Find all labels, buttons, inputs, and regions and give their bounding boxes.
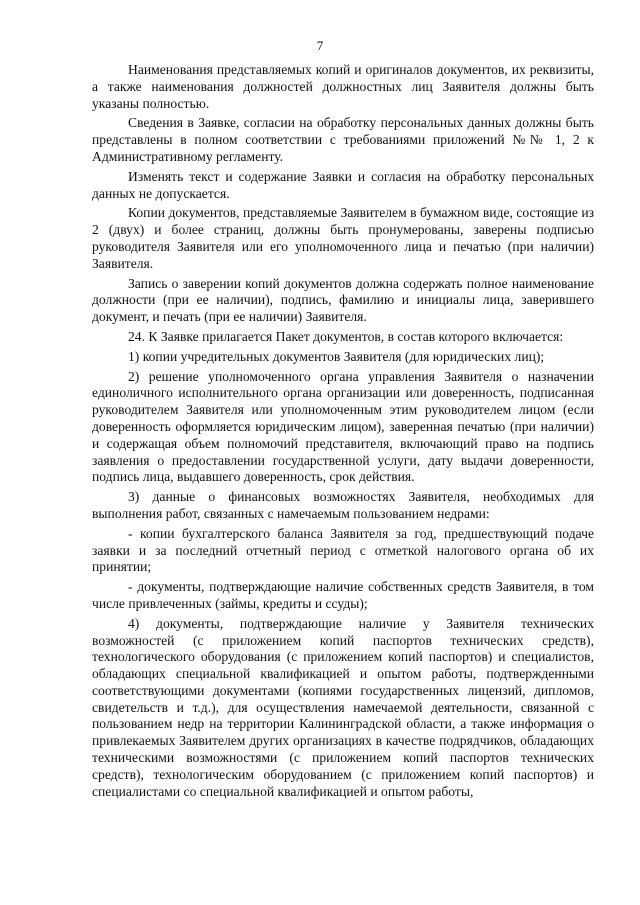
page-number: 7	[316, 38, 324, 53]
list-item-4: 4) документы, подтверждающие наличие у Заявителя технических возможностей (с приложением копий паспортов технических средств), технологического оборудования (с приложением копий паспортов) и специалистов, обладающих специальной квалификацией и опытом работы, подтвержденными соответствующими документами (копиями государственных лицензий, дипломов, свидетельств и т.д.), для осуществления намечаемой деятельности, связанной с пользованием недр на территории Калининградской области, а также информация о привлекаемых Заявителем других организациях в качестве подрядчиков, обладающих техническими возможностями (с приложением копий паспортов технических средств), технологическим оборудованием (с приложением копий паспортов) и специалистами со специальной квалификацией и опытом работы,	[92, 615, 594, 799]
list-item-2: 2) решение уполномоченного органа управления Заявителя о назначении единоличного исполнительного органа организации или доверенность, подписанная руководителем Заявителя или уполномоченным этим руководителем лицом (если доверенность оформляется юридическим лицом), заверенная печатью (при наличии) и содержащая объем полномочий представителя, включающий право на подпись заявления о предоставлении государственной услуги, дату выдачи доверенности, подпись лица, выдавшего доверенность, срок действия.	[92, 368, 594, 485]
paragraph-no-changes: Изменять текст и содержание Заявки и согласия на обработку персональных данных не допускается.	[92, 168, 594, 201]
list-item-1: 1) копии учредительных документов Заявителя (для юридических лиц);	[128, 348, 545, 364]
list-item-3-balance: - копии бухгалтерского баланса Заявителя за год, предшествующий подаче заявки и за последний отчетный период с отметкой налогового органа об их принятии;	[92, 525, 594, 575]
paragraph-application-data: Сведения в Заявке, согласии на обработку персональных данных должны быть представлены в полном соответствии с требованиями приложений №№ 1, 2 к Административному регламенту.	[92, 115, 594, 164]
list-item-3-own-funds: - документы, подтверждающие наличие собственных средств Заявителя, в том числе привлеченных (займы, кредиты и ссуды);	[92, 579, 594, 611]
paragraph-item-24: 24. К Заявке прилагается Пакет документов, в состав которого включается:	[128, 328, 564, 344]
document-body	[92, 62, 594, 803]
paragraph-certification-record: Запись о заверении копий документов должна содержать полное наименование должности (при ее наличии), подпись, фамилию и инициалы лица, заверившего документ, и печать (при ее наличии) Заявителя.	[92, 275, 594, 325]
paragraph-document-names: Наименования представляемых копий и оригиналов документов, их реквизиты, а также наименования должностей должностных лиц Заявителя должны быть указаны полностью.	[92, 62, 594, 111]
paragraph-paper-copies: Копии документов, представляемые Заявителем в бумажном виде, состоящие из 2 (двух) и более страниц, должны быть пронумерованы, заверены подписью руководителя Заявителя или его уполномоченного лица и печатью (при наличии) Заявителя.	[92, 205, 594, 271]
list-item-3: 3) данные о финансовых возможностях Заявителя, необходимых для выполнения работ, связанных с намечаемым пользованием недрами:	[92, 489, 594, 521]
